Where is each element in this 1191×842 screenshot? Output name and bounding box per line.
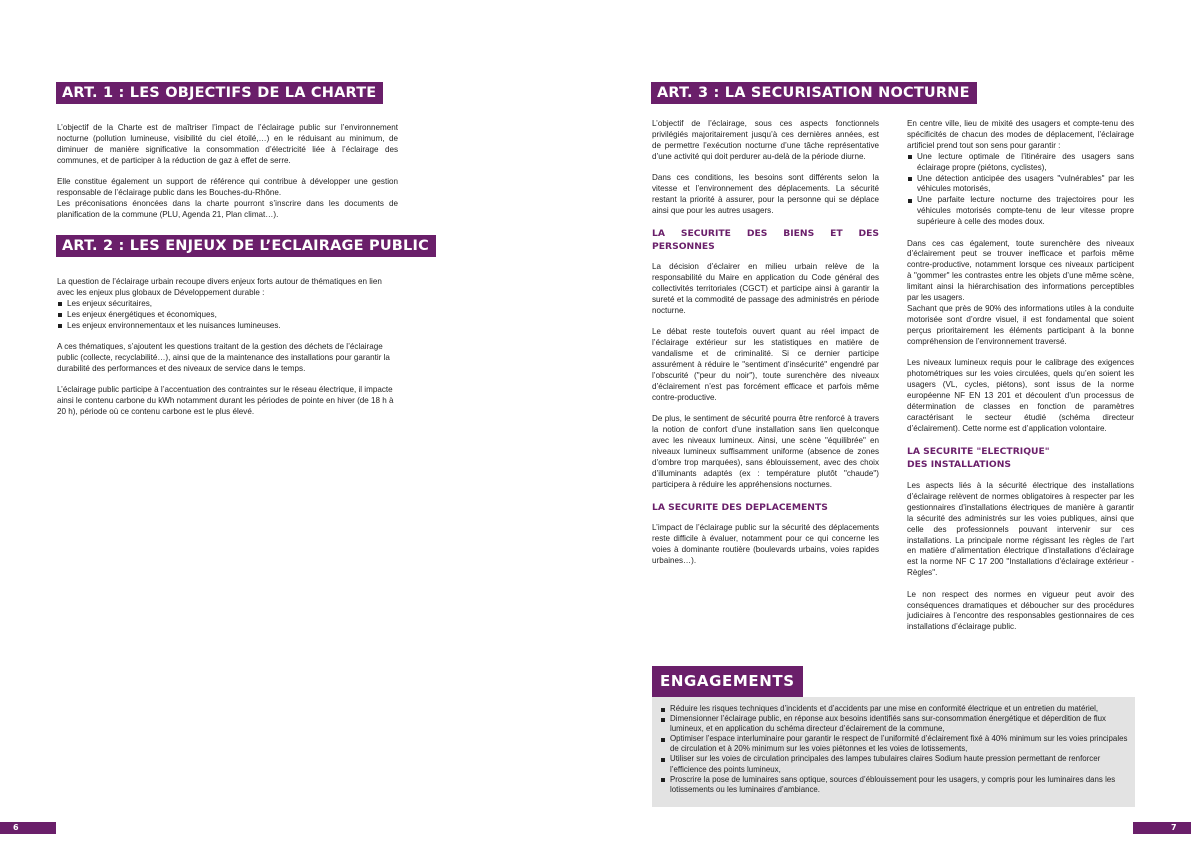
- list-item: Utiliser sur les voies de circulation principales des lampes tubulaires claires Sodium haute pression permettant de renforcer l’efficience des points lumineux,: [660, 754, 1130, 774]
- list-item: Une lecture optimale de l’itinéraire des usagers sans éclairage propre (piétons, cyclistes),: [907, 152, 1134, 174]
- list-item: Optimiser l’espace interluminaire pour garantir le respect de l’uniformité d’éclairement fixé à 40% minimum sur les voies principales de circulation et à 20% minimum sur les voies piétonnes et les voies de lotissements,: [660, 734, 1130, 754]
- art3-column-2: [907, 119, 1134, 644]
- list-item: Proscrire la pose de luminaires sans optique, sources d’éblouissement pour les usagers, y compris pour les luminaires dans les lotissements ou les luminaires d’ambiance.: [660, 775, 1130, 795]
- section-heading-deplacements: LA SECURITE DES DEPLACEMENTS: [652, 501, 828, 513]
- art3-paragraph: Les niveaux lumineux requis pour le calibrage des exigences photométriques sur les voies circulées, quels qu’en soient les usagers (VL, cycles, piétons), sont issus de la norme européenne NF EN 13 201 et découlent d’un processus de détermination de classes en fonction de paramètres caractérisant le secteur étudié (schéma directeur d’éclairement). Cette norme est d’application volontaire.: [907, 358, 1134, 433]
- engagements-heading: ENGAGEMENTS: [652, 666, 803, 697]
- list-item: Une détection anticipée des usagers "vulnérables" par les véhicules motorisés,: [907, 174, 1134, 196]
- page-number: 6: [0, 822, 56, 834]
- art3-paragraph: La décision d’éclairer en milieu urbain relève de la responsabilité du Maire en application du Code général des collectivités territoriales (CGCT) et participe ainsi à garantir la sureté et la commodité de passage des administrés en période nocturne.: [652, 262, 879, 315]
- art2-intro: La question de l’éclairage urbain recoupe divers enjeux forts autour de thématiques en lien avec les enjeux plus globaux de Développement durable :: [57, 277, 382, 297]
- art3-paragraph: Dans ces cas également, toute surenchère des niveaux d’éclairement peut se trouver inefficace et parfois même contre-productive, notamment lorsque ces niveaux participent à "gommer" les contrastes entre les objets d’une même scène, limitant ainsi la hiérarchisation des informations perceptibles par les usagers.: [907, 238, 1134, 303]
- list-item: Réduire les risques techniques d’incidents et d’accidents par une mise en conformité électrique et un entretien du matériel,: [660, 704, 1130, 714]
- art3-paragraph: L’objectif de l’éclairage, sous ces aspects fonctionnels privilégiés majoritairement jusqu’à ces dernières années, est de permettre l’exécution nocturne d’une tâche représentative d’une activité qui doit perdurer au-delà de la période diurne.: [652, 119, 879, 161]
- section-heading-electrique-line-1: LA SECURITE "ELECTRIQUE": [907, 445, 1050, 457]
- list-item: Les enjeux environnementaux et les nuisances lumineuses.: [57, 321, 398, 332]
- art3-paragraph: Le débat reste toutefois ouvert quant au réel impact de l’éclairage extérieur sur les statistiques en matière de vandalisme et de criminalité. Si ce dernier participe assurément à réduire le "sentiment d’insécurité" engendré par l’obscurité ("peur du noir"), toute surenchère des niveaux d’éclairement n’est pas forcément efficace et parfois même contre-productive.: [652, 327, 879, 402]
- art3-paragraph: L’impact de l’éclairage public sur la sécurité des déplacements reste difficile à évaluer, notamment pour ce qui concerne les voies à dominante routière (boulevards urbains, voies rapides urbaines…).: [652, 522, 879, 565]
- art2-paragraph: A ces thématiques, s’ajoutent les questions traitant de la gestion des déchets de l’éclairage public (collecte, recyclabilité…), ainsi que de la maintenance des installations pour garantir la durabilité des performances et des niveaux de service dans le temps.: [57, 342, 390, 373]
- art1-paragraph: Les préconisations énoncées dans la charte pourront s’inscrire dans les documents de planification de la commune (PLU, Agenda 21, Plan climat…).: [57, 198, 398, 219]
- art3-paragraph: Le non respect des normes en vigueur peut avoir des conséquences dramatiques et déboucher sur des procédures judiciaires à l’encontre des responsables gestionnaires de ces installations d’éclairage public.: [907, 589, 1134, 632]
- art3-bullet-list: [907, 152, 1134, 228]
- art1-heading: ART. 1 : LES OBJECTIFS DE LA CHARTE: [56, 82, 383, 104]
- section-heading-biens: LA SECURITE DES BIENS ET DES PERSONNES: [652, 228, 879, 253]
- art2-bullet-list: [57, 299, 398, 332]
- art2-body: [57, 277, 398, 428]
- art1-paragraph: Elle constitue également un support de référence qui contribue à développer une gestion responsable de l’éclairage public dans les Bouches-du-Rhône.: [57, 177, 398, 198]
- section-heading-electrique-line-2: DES INSTALLATIONS: [907, 458, 1012, 470]
- list-item: Une parfaite lecture nocturne des trajectoires pour les véhicules motorisés compte-tenu de leur vitesse propre supérieure à celle des modes doux.: [907, 195, 1134, 228]
- art2-heading: ART. 2 : LES ENJEUX DE L’ECLAIRAGE PUBLIC: [56, 235, 436, 257]
- list-item: Les enjeux énergétiques et économiques,: [57, 310, 398, 321]
- art3-paragraph: Dans ces conditions, les besoins sont différents selon la vitesse et l’environnement des déplacements. La sécurité restant la priorité à assurer, pour la personne qui se déplace ainsi que pour les autres usagers.: [652, 173, 879, 215]
- list-item: Dimensionner l’éclairage public, en réponse aux besoins identifiés sans sur-consommation énergétique et déperdition de flux lumineux, et en application du schéma directeur d’éclairement de la commune,: [660, 714, 1130, 734]
- art1-body: [57, 123, 398, 231]
- art3-paragraph: Les aspects liés à la sécurité électrique des installations d’éclairage relèvent de normes obligatoires à respecter par les gestionnaires d’installations électriques de manière à garantir la sécurité des administrés sur les voies publiques, ainsi que celle des professionnels pouvant intervenir sur ces installations. La principale norme régissant les règles de l’art en matière d’alimentation électrique d’installations d’éclairage est la norme NF C 17 200 "Installations d’éclairage extérieur - Règles".: [907, 480, 1134, 578]
- art3-paragraph: En centre ville, lieu de mixité des usagers et compte-tenu des spécificités de chacun des modes de déplacement, l’éclairage artificiel prend tout son sens pour garantir :: [907, 119, 1134, 150]
- engagements-list: [660, 704, 1130, 795]
- art1-paragraph: L’objectif de la Charte est de maîtriser l’impact de l’éclairage public sur l’environnement nocturne (pollution lumineuse, visibilité du ciel étoilé,…) en le réduisant au minimum, de diminuer de manière significative la consommation d’électricité liée à l’éclairage des communes, et de participer à la réduction de gaz à effet de serre.: [57, 123, 398, 165]
- art3-paragraph: De plus, le sentiment de sécurité pourra être renforcé à travers la notion de confort d’une installation sans lien quelconque avec les niveaux lumineux. Ainsi, une scène "équilibrée" en niveaux lumineux suffisamment uniforme (absence de zones d’ombre trop marquées), sans éblouissement, avec des choix d’illuminants adaptés (ex : température plutôt "chaude") participera à réduire les appréhensions nocturnes.: [652, 414, 879, 489]
- art2-paragraph: L’éclairage public participe à l’accentuation des contraintes sur le réseau électrique, il impacte ainsi le contenu carbone du kWh notamment durant les périodes de pointe en hiver (de 18 h à 20 h), période où ce contenu carbone est le plus élevé.: [57, 385, 394, 417]
- section-heading-electrique: [907, 445, 1134, 471]
- left-page: [0, 0, 595, 842]
- list-item: Les enjeux sécuritaires,: [57, 299, 398, 310]
- art3-heading: ART. 3 : LA SECURISATION NOCTURNE: [651, 82, 977, 104]
- art3-paragraph: Sachant que près de 90% des informations utiles à la conduite motorisée sont d’ordre visuel, il est fondamental que soient perçus prioritairement les éléments participant à la bonne compréhension de l’environnement traversé.: [907, 304, 1134, 346]
- page-number: 7: [1133, 822, 1191, 834]
- art3-column-1: [652, 119, 879, 577]
